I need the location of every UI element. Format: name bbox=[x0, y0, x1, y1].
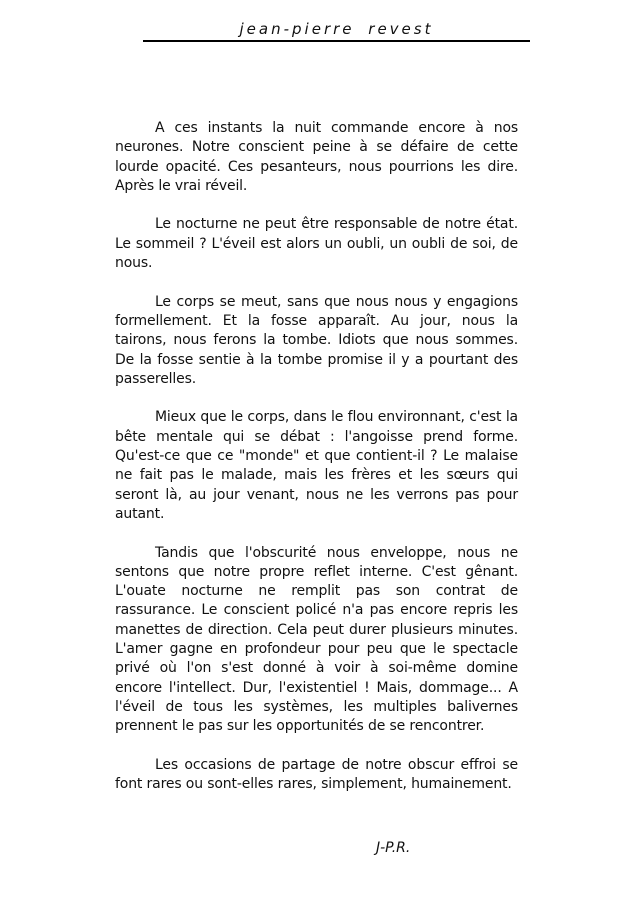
paragraph: Mieux que le corps, dans le flou environnant, c'est la bête mentale qui se débat : l'angoisse prend forme. Qu'est-ce que ce "monde" et que contient-il ? Le malaise ne fait pas le malade, mais les frères et les sœurs qui seront là, au jour venant, nous ne les verrons pas pour autant. bbox=[115, 409, 518, 522]
paragraph: Les occasions de partage de notre obscur effroi se font rares ou sont-elles rares, simplement, humainement. bbox=[115, 756, 518, 793]
header-rule bbox=[143, 40, 530, 42]
paragraph: Le nocturne ne peut être responsable de notre état. Le sommeil ? L'éveil est alors un oubli, un oubli de soi, de nous. bbox=[115, 216, 518, 272]
text-body bbox=[115, 119, 518, 814]
author-header: jean-pierre revest bbox=[239, 20, 434, 38]
paragraph: A ces instants la nuit commande encore à nos neurones. Notre conscient peine à se défaire de cette lourde opacité. Ces pesanteurs, nous pourrions les dire. Après le vrai réveil. bbox=[115, 120, 518, 194]
paragraph: Le corps se meut, sans que nous nous y engagions formellement. Et la fosse apparaît. Au jour, nous la tairons, nous ferons la tombe. Idiots que nous sommes. De la fosse sentie à la tombe promise il y a pourtant des passerelles. bbox=[115, 293, 518, 387]
paragraph: Tandis que l'obscurité nous enveloppe, nous ne sentons que notre propre reflet interne. C'est gênant. L'ouate nocturne ne remplit pas son contrat de rassurance. Le conscient policé n'a pas encore repris les manettes de direction. Cela peut durer plusieurs minutes. L'amer gagne en profondeur pour peu que le spectacle privé où l'on s'est donné à voir à soi-même domine encore l'intellect. Dur, l'existentiel ! Mais, dommage... A l'éveil de tous les systèmes, les multiples balivernes prennent le pas sur les opportunités de se rencontrer. bbox=[115, 544, 518, 735]
signature: J-P.R. bbox=[376, 840, 411, 856]
